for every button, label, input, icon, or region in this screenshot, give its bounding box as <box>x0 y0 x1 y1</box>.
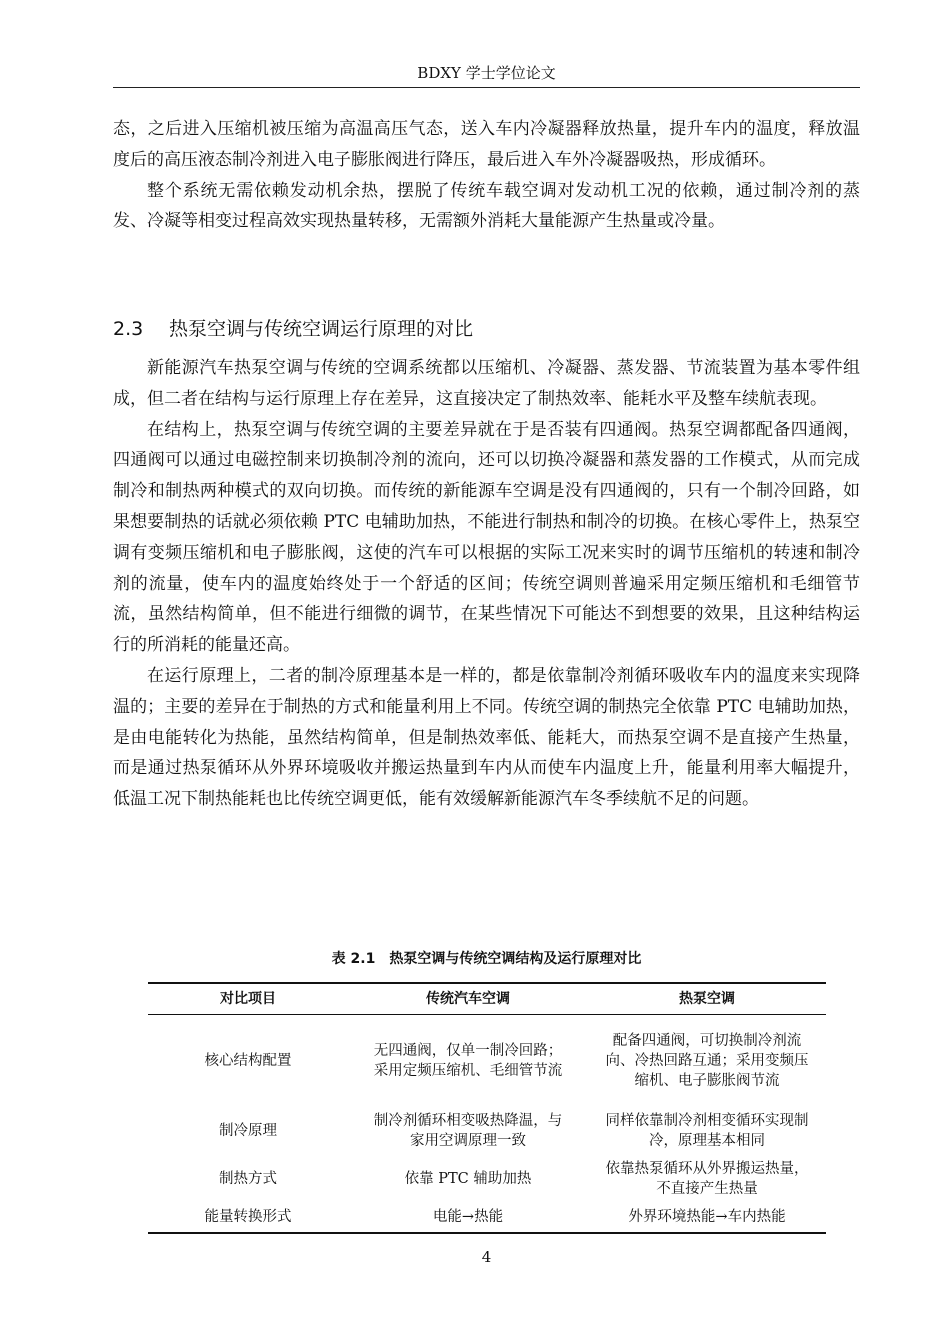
section-body <box>113 353 860 815</box>
table-cell: 配备四通阀，可切换制冷剂流向、冷热回路互通；采用变频压缩机、电子膨胀阀节流 <box>605 1032 809 1089</box>
table-cell: 无四通阀，仅单一制冷回路；采用定频压缩机、毛细管节流 <box>373 1042 563 1079</box>
section-number: 2.3 <box>113 318 144 340</box>
table-caption: 表 2.1 热泵空调与传统空调结构及运行原理对比 <box>331 951 642 967</box>
table-cell: 依靠热泵循环从外界搬运热量，不直接产生热量 <box>605 1160 809 1197</box>
table-header-row <box>148 983 826 1015</box>
table-row <box>148 1015 826 1107</box>
section-title: 热泵空调与传统空调运行原理的对比 <box>169 318 474 340</box>
header-rule <box>113 87 860 88</box>
table-cell: 核心结构配置 <box>204 1052 292 1069</box>
table-cell: 制冷剂循环相变吸热降温，与家用空调原理一致 <box>373 1112 563 1149</box>
paragraph: 新能源汽车热泵空调与传统的空调系统都以压缩机、冷凝器、蒸发器、节流装置为基本零件组成，但二者在结构与运行原理上存在差异，这直接决定了制热效率、能耗水平及整车续航表现。 <box>113 358 860 409</box>
column-header: 传统汽车空调 <box>348 983 588 1015</box>
table-row <box>148 1203 826 1233</box>
table-cell: 同样依靠制冷剂相变循环实现制冷，原理基本相同 <box>605 1112 809 1149</box>
intro-block <box>113 114 860 237</box>
table-cell: 能量转换形式 <box>148 1203 348 1233</box>
table-cell: 制冷原理 <box>219 1122 277 1139</box>
table-row <box>148 1155 826 1203</box>
comparison-table <box>148 982 826 1234</box>
table-cell: 外界环境热能→车内热能 <box>588 1203 826 1233</box>
table-row <box>148 1107 826 1155</box>
paragraph: 在结构上，热泵空调与传统空调的主要差异就在于是否装有四通阀。热泵空调都配备四通阀，四通阀可以通过电磁控制来切换制冷剂的流向，还可以切换冷凝器和蒸发器的工作模式，从而完成制冷和制热两种模式的双向切换。而传统的新能源车空调是没有四通阀的，只有一个制冷回路，如果想要制热的话就必须依赖 PTC 电辅助加热，不能进行制热和制冷的切换。在核心零件上，热泵空调有变频压缩机和电子膨胀阀，这使的汽车可以根据的实际工况来实时的调节压缩机的转速和制冷剂的流量，使车内的温度始终处于一个舒适的区间；传统空调则普遍采用定频压缩机和毛细管节流，虽然结构简单，但不能进行细微的调节，在某些情况下可能达不到想要的效果，且这种结构运行的所消耗的能量还高。 <box>113 419 860 656</box>
paragraph: 在运行原理上，二者的制冷原理基本是一样的，都是依靠制冷剂循环吸收车内的温度来实现降温的；主要的差异在于制热的方式和能量利用上不同。传统空调的制热完全依靠 PTC 电辅助加热，是由电能转化为热能，虽然结构简单，但是制热效率低、能耗大，而热泵空调不是直接产生热量，而是通过热泵循环从外界环境吸收并搬运热量到车内从而使车内温度上升，能量利用率大幅提升，低温工况下制热能耗也比传统空调更低，能有效缓解新能源汽车冬季续航不足的问题。 <box>113 665 860 810</box>
paragraph: 整个系统无需依赖发动机余热，摆脱了传统车载空调对发动机工况的依赖，通过制冷剂的蒸发、冷凝等相变过程高效实现热量转移，无需额外消耗大量能源产生热量或冷量。 <box>113 180 860 232</box>
table-cell: 依靠 PTC 辅助加热 <box>404 1170 532 1187</box>
paragraph: 态，之后进入压缩机被压缩为高温高压气态，送入车内冷凝器释放热量，提升车内的温度，释放温度后的高压液态制冷剂进入电子膨胀阀进行降压，最后进入车外冷凝器吸热，形成循环。 <box>113 119 860 170</box>
column-header: 热泵空调 <box>588 983 826 1015</box>
table-cell: 制热方式 <box>219 1170 277 1187</box>
page-header: BDXY 学士学位论文 <box>417 64 556 82</box>
table-cell: 电能→热能 <box>348 1203 588 1233</box>
page-number: 4 <box>481 1248 492 1266</box>
section-heading <box>113 314 473 344</box>
column-header: 对比项目 <box>148 983 348 1015</box>
